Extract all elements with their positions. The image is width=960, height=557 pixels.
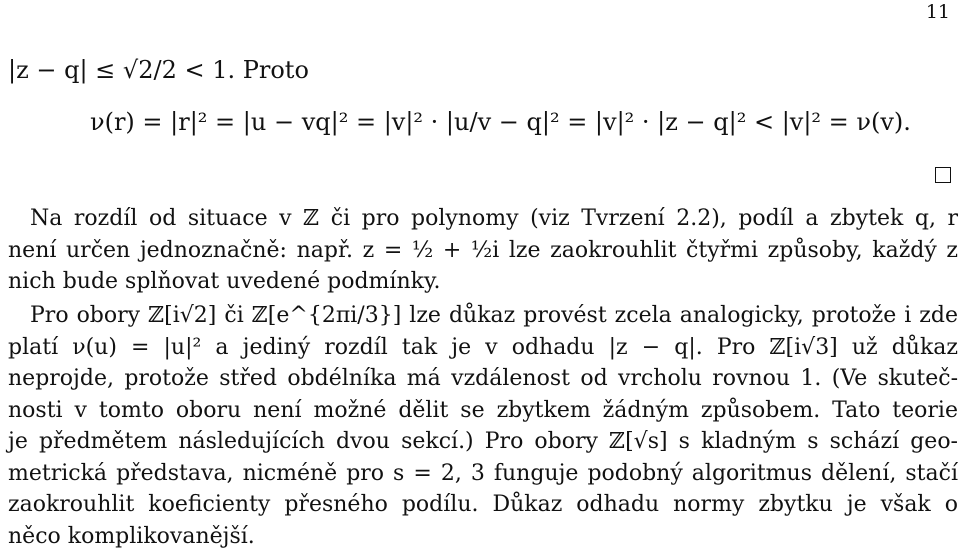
norm-chain-equation: ν(r) = |r|² = |u − vq|² = |v|² · |u/v − q|² = |v|² · |z − q|² < |v|² = ν(v). [90, 108, 911, 136]
paragraph-division-remark [8, 203, 958, 298]
qed-box-icon [935, 167, 951, 183]
text-line: neprojde, protože střed obdélníka má vzdálenost od vrcholu rovnou 1. (Ve skuteč- [8, 366, 958, 391]
text-line: je předmětem následujících dvou sekcí.) Pro obory ℤ[√s] s kladným s schází geo- [8, 429, 958, 454]
text-line: zaokrouhlit koeficienty přesného podílu. Důkaz odhadu normy zbytku je však o [8, 492, 958, 517]
text-line: nosti v tomto oboru není možné dělit se zbytkem žádným způsobem. Tato teorie [8, 397, 958, 423]
paragraph-other-rings [8, 300, 958, 552]
text-line: není určen jednoznačně: např. z = ½ + ½i lze zaokrouhlit čtyřmi způsoby, každý z [8, 237, 958, 263]
page-number: 11 [925, 1, 950, 23]
text-line: Pro obory ℤ[i√2] či ℤ[e^{2πi/3}] lze důkaz provést zcela analogicky, protože i zde [30, 303, 958, 328]
text-line: metrická představa, nicméně pro s = 2, 3 funguje podobný algoritmus dělení, stačí [8, 460, 958, 486]
text-line: nich bude splňovat uvedené podmínky. [8, 269, 441, 294]
text-line: platí ν(u) = |u|² a jediný rozdíl tak je v odhadu |z − q|. Pro ℤ[i√3] už důkaz [8, 334, 958, 360]
text-line: něco komplikovanější. [8, 523, 255, 549]
inequality-equation: |z − q| ≤ √2/2 < 1. Proto [8, 56, 309, 84]
text-line: Na rozdíl od situace v ℤ či pro polynomy (viz Tvrzení 2.2), podíl a zbytek q, r [30, 206, 958, 231]
